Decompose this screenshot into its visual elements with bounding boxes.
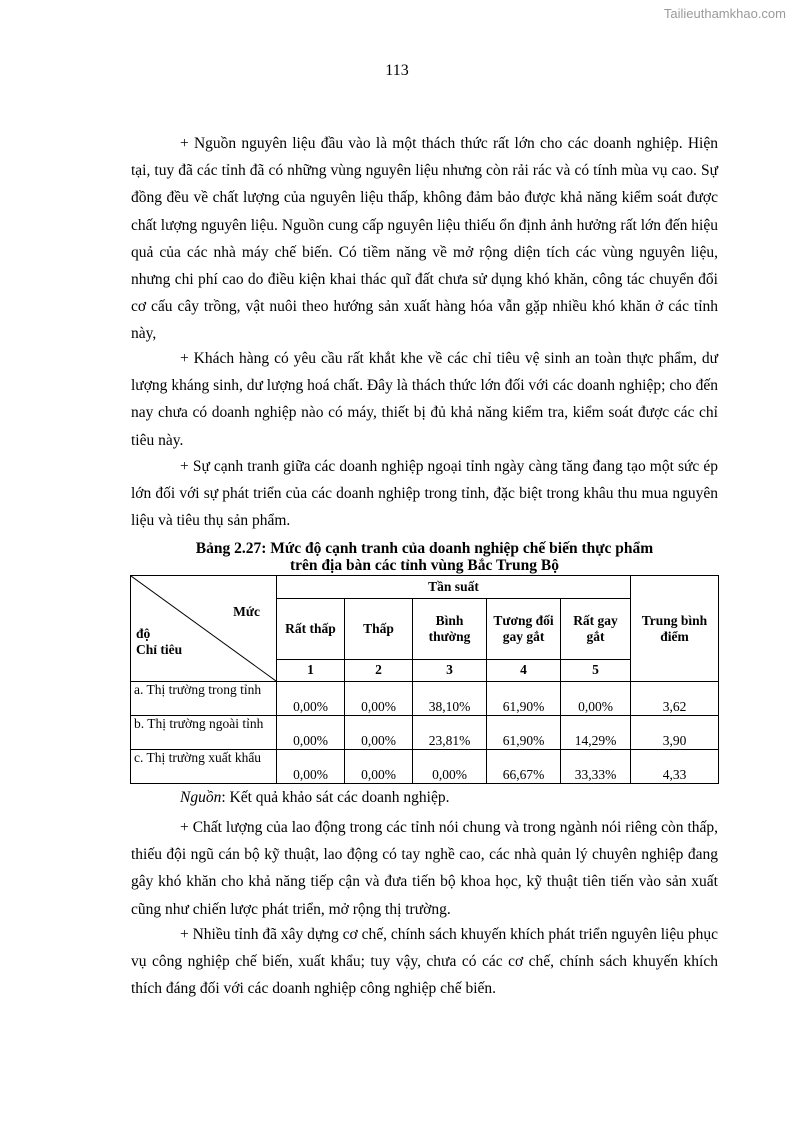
header-col-fairly-intense: Tương đối gay gắt <box>487 599 561 660</box>
cell-value: 0,00% <box>345 750 413 784</box>
table-source <box>180 789 449 807</box>
cell-average: 3,62 <box>631 682 719 716</box>
paragraph-competition: + Sự cạnh tranh giữa các doanh nghiệp ngoại tỉnh ngày càng tăng đang tạo một sức ép lớn đối với sự phát triển của các doanh nghiệp trong tỉnh, đặc biệt trong khâu thu mua nguyên liệu và tiêu thụ sản phẩm. <box>131 458 718 530</box>
competition-table <box>130 575 719 784</box>
cell-value: 0,00% <box>277 750 345 784</box>
cell-value: 0,00% <box>277 716 345 750</box>
paragraph-customer-requirements: + Khách hàng có yêu cầu rất khắt khe về các chỉ tiêu vệ sinh an toàn thực phẩm, dư lượng kháng sinh, dư lượng hoá chất. Đây là thách thức lớn đối với các doanh nghiệp; cho đến nay chưa có doanh nghiệp nào có máy, thiết bị đủ khả năng kiểm tra, kiểm soát được các chỉ tiêu này. <box>131 350 718 449</box>
table-caption-line2: trên địa bàn các tỉnh vùng Bắc Trung Bộ <box>289 557 559 574</box>
source-text: : Kết quả khảo sát các doanh nghiệp. <box>221 789 450 806</box>
header-col-low: Thấp <box>345 599 413 660</box>
cell-value: 0,00% <box>561 682 631 716</box>
paragraph-raw-materials: + Nguồn nguyên liệu đầu vào là một thách thức rất lớn cho các doanh nghiệp. Hiện tại, tuy đã các tỉnh đã có những vùng nguyên liệu nhưng còn rải rác và có tính mùa vụ cao. Sự đồng đều về chất lượng của nguyên liệu thấp, không đảm bảo được khả năng kiểm soát được chất lượng nguyên liệu. Nguồn cung cấp nguyên liệu thiếu ổn định ảnh hưởng rất lớn đến hiệu quả của các nhà máy chế biến. Có tiềm năng về mở rộng diện tích các vùng nguyên liệu, nhưng chi phí cao do điều kiện khai thác quĩ đất chưa sử dụng khó khăn, công tác chuyển đổi cơ cấu cây trồng, vật nuôi theo hướng sản xuất hàng hóa vẫn gặp nhiều khó khăn ở các tỉnh này, <box>131 135 718 343</box>
cell-value: 33,33% <box>561 750 631 784</box>
table-row <box>131 716 719 750</box>
row-label: a. Thị trường trong tỉnh <box>131 682 277 716</box>
paragraph-policies: + Nhiều tỉnh đã xây dựng cơ chế, chính sách khuyến khích phát triển nguyên liệu phục vụ công nghiệp chế biến, xuất khẩu; tuy vậy, chưa có các cơ chế, chính sách khuyến khích thích đáng đối với các doanh nghiệp công nghiệp chế biến. <box>131 926 718 998</box>
corner-label-muc: Mức <box>233 604 260 619</box>
score-2: 2 <box>345 659 413 681</box>
cell-value: 23,81% <box>413 716 487 750</box>
cell-value: 0,00% <box>345 716 413 750</box>
corner-label-do: độ <box>136 626 151 641</box>
cell-value: 38,10% <box>413 682 487 716</box>
table-caption <box>131 540 718 574</box>
row-label: b. Thị trường ngoài tỉnh <box>131 716 277 750</box>
table-caption-line1: Bảng 2.27: Mức độ cạnh tranh của doanh nghiệp chế biến thực phẩm <box>195 540 654 557</box>
score-1: 1 <box>277 659 345 681</box>
cell-value: 0,00% <box>413 750 487 784</box>
cell-value: 61,90% <box>487 682 561 716</box>
score-5: 5 <box>561 659 631 681</box>
paragraph-labor-quality: + Chất lượng của lao động trong các tỉnh nói chung và trong ngành nói riêng còn thấp, thiếu đội ngũ cán bộ kỹ thuật, lao động có tay nghề cao, các nhà quản lý chuyên nghiệp đang gây khó khăn cho khả năng tiếp cận và đưa tiến bộ khoa học, kỹ thuật tiên tiến vào sản xuất cũng như chiến lược phát triển, mở rộng thị trường. <box>131 819 718 918</box>
table-row <box>131 682 719 716</box>
corner-label-chi-tieu: Chỉ tiêu <box>136 642 183 657</box>
score-4: 4 <box>487 659 561 681</box>
diagonal-divider <box>131 576 276 681</box>
cell-value: 0,00% <box>277 682 345 716</box>
page-number: 113 <box>385 62 409 79</box>
cell-value: 14,29% <box>561 716 631 750</box>
cell-average: 3,90 <box>631 716 719 750</box>
header-col-normal: Bình thường <box>413 599 487 660</box>
header-col-very-intense: Rất gay gắt <box>561 599 631 660</box>
table-row <box>131 750 719 784</box>
header-average-score: Trung bình điểm <box>631 576 719 682</box>
row-label: c. Thị trường xuất khẩu <box>131 750 277 784</box>
header-col-very-low: Rất thấp <box>277 599 345 660</box>
score-3: 3 <box>413 659 487 681</box>
watermark: Tailieuthamkhao.com <box>663 6 786 21</box>
cell-value: 61,90% <box>487 716 561 750</box>
cell-value: 0,00% <box>345 682 413 716</box>
table-corner-cell <box>131 576 277 682</box>
cell-average: 4,33 <box>631 750 719 784</box>
cell-value: 66,67% <box>487 750 561 784</box>
source-label: Nguồn <box>180 789 222 806</box>
header-frequency: Tần suất <box>277 576 631 599</box>
